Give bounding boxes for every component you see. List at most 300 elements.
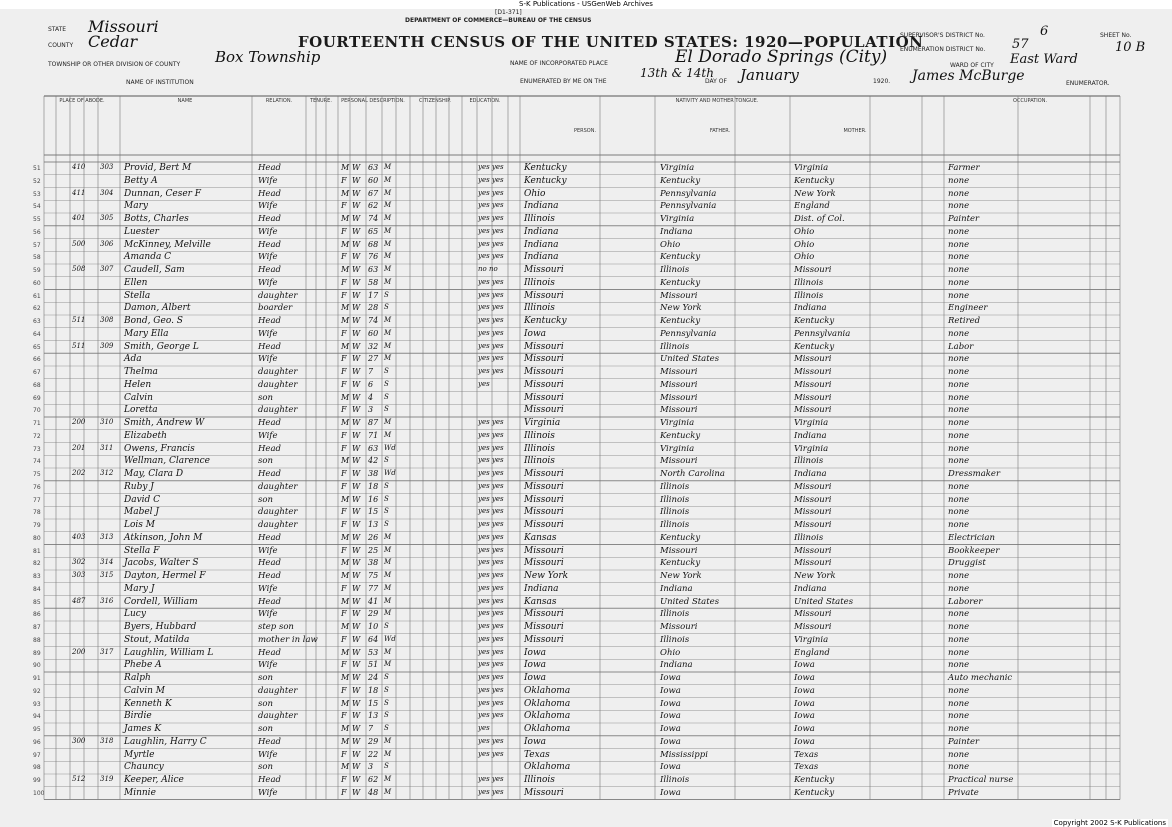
occupation-value: none [948,749,970,760]
occupation-value: none [948,379,970,390]
person-name: McKinney, Melville [124,239,211,250]
birthplace-person: Kansas [524,596,557,607]
sex-value: M [341,214,350,223]
relation-value: Wife [258,201,278,212]
row-number: 58 [33,254,41,262]
age-value: 77 [368,583,379,593]
sex-value: F [341,545,347,555]
person-name: Keeper, Alice [124,775,184,785]
marital-status: S [384,507,389,516]
birthplace-person: Missouri [524,520,564,530]
education-value: yes yes [478,775,504,783]
race-value: W [352,762,361,772]
birthplace-father: Virginia [660,418,695,428]
marital-status: M [384,277,392,286]
row-number: 90 [33,662,41,670]
relation-value: Head [258,469,281,479]
birthplace-mother: Missouri [794,481,832,492]
birthplace-person: Kentucky [524,175,567,186]
row-number: 77 [33,496,41,504]
race-value: W [352,660,361,670]
relation-value: daughter [258,520,298,530]
dwelling-number: 200 [72,647,86,656]
relation-value: son [258,673,273,683]
county-label: COUNTY [48,42,74,49]
birthplace-father: Kentucky [660,558,701,569]
relation-value: daughter [258,405,298,416]
age-value: 7 [368,724,374,733]
dwelling-number: 200 [72,418,86,426]
dwelling-number: 303 [72,571,86,579]
race-value: W [352,316,361,325]
marital-status: S [384,724,389,732]
person-name: Damon, Albert [124,303,191,314]
marital-status: S [384,456,389,465]
education-value: yes yes [478,252,504,261]
birthplace-person: Missouri [524,787,564,798]
birthplace-person: Missouri [524,367,564,377]
race-value: W [352,392,361,402]
relation-value: son [258,724,273,734]
family-number: 304 [100,188,114,197]
age-value: 17 [368,290,379,300]
age-value: 24 [368,673,379,682]
birthplace-mother: Indiana [794,430,827,441]
birthplace-mother: Iowa [794,685,815,696]
person-name: David C [124,494,161,505]
row-number: 100 [33,789,45,797]
birthplace-father: Missouri [660,545,698,556]
row-number: 64 [33,330,41,338]
occupation-value: Painter [948,736,980,747]
race-value: W [352,252,361,262]
occupation-value: Laborer [948,596,983,607]
sex-value: F [341,328,347,338]
birthplace-mother: Dist. of Col. [794,214,845,224]
family-number: 314 [100,558,114,567]
row-number: 93 [33,700,41,708]
relation-value: son [258,762,273,773]
family-number: 310 [100,418,114,426]
relation-value: son [258,456,273,467]
occupation-value: none [948,609,970,620]
person-name: Dayton, Hermel F [124,571,206,581]
age-value: 76 [368,252,379,262]
birthplace-father: Iowa [660,711,681,722]
education-value: yes [478,724,490,732]
age-value: 60 [368,175,379,185]
row-number: 85 [33,598,41,606]
age-value: 71 [368,430,379,440]
education-value: yes yes [478,277,504,286]
day-of-label: DAY OF [705,78,727,85]
education-value: yes yes [478,647,504,656]
education-value: yes yes [478,787,504,796]
person-name: Lois M [124,520,155,530]
birthplace-person: Missouri [524,634,564,645]
race-value: W [352,494,361,504]
birthplace-mother: Missouri [794,520,832,530]
family-number: 311 [100,443,114,452]
relation-value: Wife [258,175,278,186]
age-value: 18 [368,685,379,695]
sex-value: F [341,354,347,364]
marital-status: M [384,749,392,758]
race-value: W [352,673,361,682]
person-name: Ruby J [124,481,154,492]
relation-value: Wife [258,328,278,339]
birthplace-father: Illinois [660,609,690,620]
occupation-value: none [948,711,970,722]
sex-value: M [341,558,350,568]
birthplace-mother: Iowa [794,698,815,709]
sex-value: M [341,341,350,351]
race-value: W [352,571,361,580]
occupation-value: none [948,622,970,632]
sex-value: F [341,469,347,478]
marital-status: S [384,494,389,503]
birthplace-father: Iowa [660,698,681,709]
marital-status: M [384,583,392,592]
person-name: Stout, Matilda [124,634,190,645]
person-name: Wellman, Clarence [124,456,210,467]
birthplace-father: New York [660,303,702,314]
birthplace-mother: Illinois [794,532,824,543]
age-value: 51 [368,660,379,670]
birthplace-father: Iowa [660,724,681,734]
year-value: 1920. [873,78,891,85]
birthplace-mother: Ohio [794,239,815,250]
sex-value: F [341,290,347,300]
education-value: yes yes [478,418,504,426]
person-name: Mary J [124,583,155,594]
family-number: 317 [100,647,114,656]
age-value: 13 [368,711,379,721]
relation-value: daughter [258,290,298,301]
family-number: 315 [100,571,114,579]
marital-status: M [384,214,392,222]
sex-value: M [341,303,350,313]
relation-value: Head [258,532,281,543]
birthplace-person: Ohio [524,188,546,199]
occupation-value: none [948,456,970,467]
dwelling-number: 410 [72,163,86,171]
row-number: 57 [33,241,41,249]
sex-value: F [341,201,347,211]
person-name: Ralph [124,673,151,683]
birthplace-mother: Missouri [794,367,832,377]
birthplace-person: Virginia [524,418,561,428]
person-name: James K [124,724,162,734]
birthplace-father: Missouri [660,456,698,467]
sex-value: M [341,239,350,249]
birthplace-person: Illinois [524,277,555,288]
sex-value: M [341,265,350,274]
row-number: 74 [33,458,41,466]
sex-value: F [341,711,347,721]
person-name: Helen [124,379,152,390]
row-number: 66 [33,356,41,364]
family-number: 316 [100,596,114,605]
dwelling-number: 302 [72,558,86,567]
birthplace-person: Missouri [524,469,564,479]
birthplace-father: United States [660,596,720,607]
occupation-value: Auto mechanic [948,673,1013,683]
birthplace-person: Missouri [524,290,564,301]
sex-value: M [341,392,350,402]
birthplace-person: Texas [524,749,550,760]
birthplace-person: Illinois [524,775,555,785]
occupation-value: none [948,762,970,773]
row-number: 80 [33,534,41,542]
month-value: January [740,66,799,84]
birthplace-father: Iowa [660,762,681,773]
birthplace-mother: Texas [794,762,819,773]
occupation-value: Bookkeeper [948,545,1000,556]
birthplace-mother: Ohio [794,226,815,237]
race-value: W [352,622,361,631]
row-number: 79 [33,522,41,529]
relation-value: step son [258,622,294,632]
col-place-of-abode: PLACE OF ABODE. [59,98,105,104]
occupation-value: none [948,392,970,403]
birthplace-person: Missouri [524,341,564,352]
incorporated-value: El Dorado Springs (City) [675,47,888,67]
education-value: yes yes [478,749,504,758]
birthplace-mother: Missouri [794,265,832,275]
dwelling-number: 512 [72,775,86,783]
race-value: W [352,290,361,300]
race-value: W [352,443,361,453]
birthplace-person: Missouri [524,405,564,416]
age-value: 13 [368,520,379,529]
marital-status: M [384,775,392,783]
copyright-notice: Copyright 2002 S-K Publications [1053,819,1166,827]
birthplace-father: Mississippi [660,749,708,760]
race-value: W [352,239,361,249]
marital-status: S [384,622,389,630]
col-person: PERSON. [573,128,597,134]
birthplace-father: Illinois [660,775,690,785]
birthplace-mother: Missouri [794,354,832,365]
race-value: W [352,226,361,236]
col-name: NAME [177,98,193,104]
township-value: Box Township [215,48,321,66]
birthplace-father: Illinois [660,507,690,518]
marital-status: M [384,430,392,439]
occupation-value: none [948,354,970,365]
birthplace-mother: Iowa [794,724,815,734]
birthplace-father: Indiana [660,583,693,594]
sex-value: F [341,507,347,517]
race-value: W [352,303,361,313]
education-value: yes yes [478,583,504,592]
race-value: W [352,418,361,427]
birthplace-person: Kentucky [524,163,567,173]
sex-value: F [341,430,347,440]
marital-status: M [384,328,392,337]
person-name: Thelma [124,367,158,377]
age-value: 38 [368,558,379,568]
person-name: Kenneth K [124,698,172,709]
sex-value: F [341,520,347,529]
birthplace-father: New York [660,571,702,581]
relation-value: Wife [258,545,278,556]
education-value: yes yes [478,163,504,171]
person-name: May, Clara D [124,469,184,479]
marital-status: M [384,647,392,656]
age-value: 68 [368,239,379,249]
race-value: W [352,520,361,529]
supervisor-value: 6 [1040,24,1049,39]
occupation-value: Practical nurse [948,775,1014,785]
relation-value: Head [258,775,281,785]
row-number: 67 [33,369,41,376]
birthplace-mother: Missouri [794,558,832,569]
row-number: 88 [33,636,41,644]
birthplace-person: Illinois [524,303,555,314]
birthplace-father: Iowa [660,673,681,683]
sex-value: F [341,749,347,759]
row-number: 65 [33,343,41,351]
relation-value: Head [258,239,281,250]
person-name: Minnie [124,787,156,798]
birthplace-person: Oklahoma [524,762,571,773]
birthplace-person: Iowa [524,736,547,747]
birthplace-mother: Indiana [794,583,827,594]
person-name: Stella F [124,545,160,556]
race-value: W [352,214,361,223]
row-number: 97 [33,751,41,759]
race-value: W [352,711,361,721]
person-name: Dunnan, Ceser F [124,188,202,199]
birthplace-father: Missouri [660,622,698,632]
birthplace-person: Missouri [524,622,564,632]
relation-value: son [258,494,273,505]
marital-status: M [384,201,392,210]
age-value: 62 [368,775,379,784]
education-value: yes yes [478,736,504,745]
relation-value: daughter [258,685,298,696]
dwelling-number: 511 [72,316,86,324]
occupation-value: none [948,494,970,505]
occupation-value: none [948,226,970,237]
birthplace-father: Iowa [660,685,681,696]
family-number: 305 [100,214,114,222]
person-name: Byers, Hubbard [124,622,197,632]
birthplace-mother: Kentucky [794,316,835,326]
col-nativity: NATIVITY AND MOTHER TONGUE. [675,98,759,104]
relation-value: Wife [258,660,278,671]
race-value: W [352,609,361,619]
occupation-value: Private [948,787,979,798]
marital-status: M [384,163,392,171]
age-value: 22 [368,749,379,759]
occupation-value: none [948,175,970,186]
sex-value: F [341,379,347,389]
race-value: W [352,469,361,478]
age-value: 63 [368,163,379,172]
dwelling-number: 511 [72,341,86,350]
birthplace-person: Missouri [524,392,564,403]
state-value: Missouri [88,17,159,36]
person-name: Lucy [124,609,146,620]
family-number: 308 [100,316,114,324]
row-number: 72 [33,432,41,440]
education-value: yes yes [478,634,504,643]
occupation-value: Druggist [948,558,986,569]
race-value: W [352,698,361,708]
race-value: W [352,354,361,364]
birthplace-person: New York [524,571,569,581]
col-tenure: TENURE. [310,98,332,104]
education-value: yes yes [478,303,504,312]
occupation-value: none [948,698,970,709]
birthplace-mother: Virginia [794,634,829,645]
relation-value: daughter [258,481,298,492]
education-value: yes yes [478,558,504,567]
census-title: FOURTEENTH CENSUS OF THE UNITED STATES: 1920—POPULATION [298,33,924,51]
race-value: W [352,201,361,211]
row-number: 84 [33,585,41,593]
row-number: 63 [33,318,41,325]
birthplace-person: Iowa [524,673,547,683]
sex-value: F [341,787,347,797]
marital-status: M [384,252,392,261]
education-value: yes yes [478,354,504,363]
row-number: 82 [33,560,41,568]
birthplace-father: Kentucky [660,175,701,186]
birthplace-mother: Missouri [794,405,832,416]
age-value: 67 [368,188,379,198]
age-value: 15 [368,507,379,517]
row-number: 89 [33,649,41,657]
birthplace-person: Missouri [524,558,564,569]
marital-status: Wd [384,469,396,477]
row-number: 83 [33,573,41,580]
enumerator-value: James McBurge [912,68,1025,84]
marital-status: S [384,303,389,312]
birthplace-mother: Illinois [794,456,824,467]
row-number: 95 [33,726,41,733]
relation-value: Wife [258,354,278,365]
birthplace-father: United States [660,354,720,365]
marital-status: M [384,341,392,350]
birthplace-mother: Missouri [794,494,832,505]
person-name: Laughlin, William L [124,647,214,658]
marital-status: S [384,711,389,720]
birthplace-mother: Kentucky [794,775,835,785]
birthplace-mother: Indiana [794,303,827,314]
marital-status: M [384,660,392,669]
birthplace-father: Missouri [660,367,698,377]
sex-value: F [341,367,347,376]
relation-value: Wife [258,609,278,620]
birthplace-father: Ohio [660,239,681,250]
marital-status: S [384,290,389,299]
age-value: 60 [368,328,379,338]
sex-value: F [341,685,347,695]
education-value: yes yes [478,698,504,707]
occupation-value: none [948,367,970,377]
race-value: W [352,749,361,759]
marital-status: Wd [384,443,396,452]
birthplace-person: Missouri [524,507,564,518]
age-value: 87 [368,418,379,427]
birthplace-father: Illinois [660,265,690,275]
family-number: 312 [100,469,114,477]
education-value: yes yes [478,481,504,490]
